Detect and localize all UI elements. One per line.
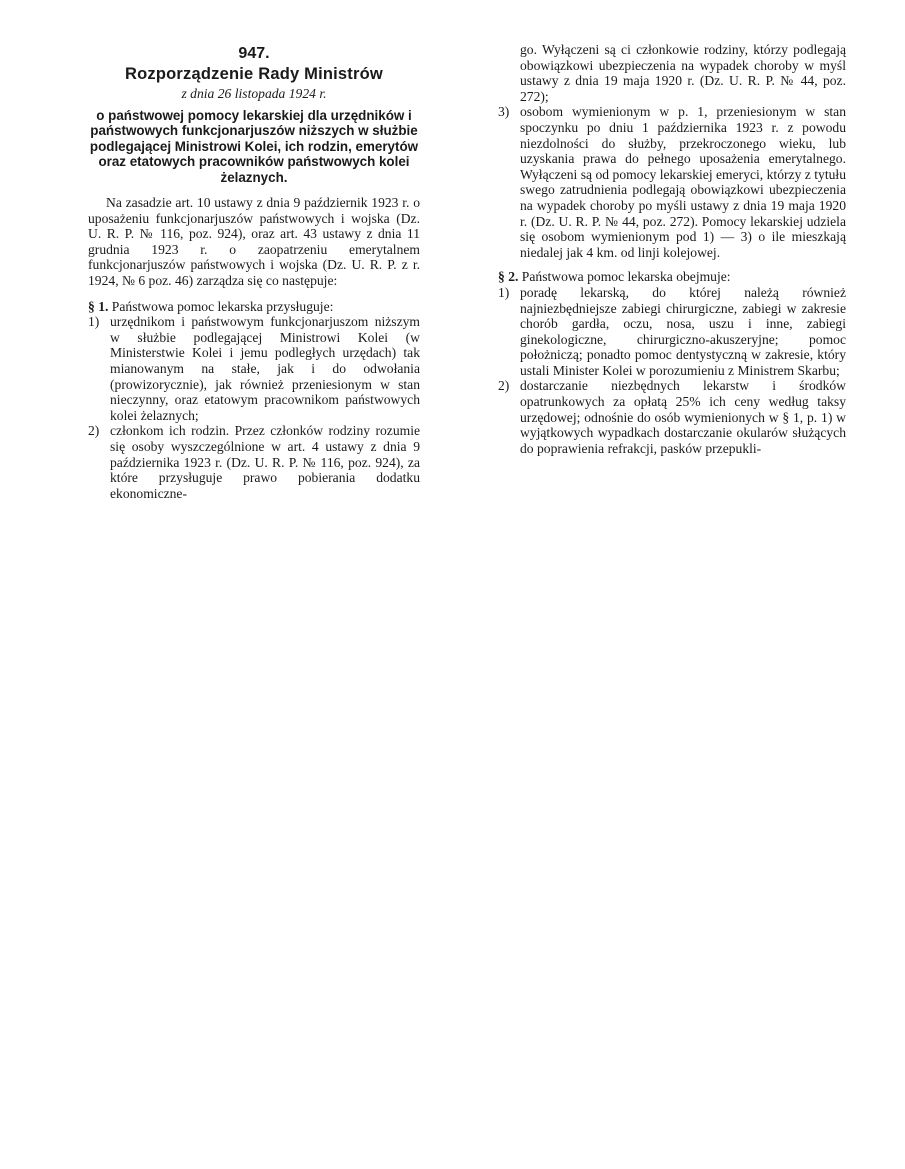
item-number: 2) — [88, 423, 100, 439]
list-item — [88, 423, 420, 501]
item-number: 3) — [498, 104, 510, 120]
item-number: 1) — [88, 314, 100, 330]
ordinance-subject: o państwowej pomocy lekarskiej dla urzędników i państwowych funkcjonarjuszów niższych w służbie podlegającej Ministrowi Kolei, ich rodzin, emerytów oraz etatowych pracowników państwowych kolei żelaznych. — [89, 108, 419, 185]
continuation-text: go. Wyłączeni są ci członkowie rodziny, którzy podlegają obowiązkowi ubezpieczenia na wypadek choroby w myśl ustawy z dnia 19 maja 1920 r. (Dz. U. R. P. № 44, poz. 272); — [520, 42, 846, 104]
right-column — [498, 0, 846, 456]
item-number: 2) — [498, 378, 510, 394]
list-item — [498, 285, 846, 379]
section-1-text: Państwowa pomoc lekarska przysługuje: — [111, 298, 334, 314]
section-1-mark: § 1. — [88, 298, 109, 314]
ordinance-date: z dnia 26 listopada 1924 r. — [181, 86, 327, 101]
item-text: urzędnikom i państwowym funkcjonarjuszom niższym w służbie podlegającej Ministrowi Kolei (w Ministerstwie Kolei i jemu podległych urzędach) tak mianowanym na stałe, jak i do odwołania (prowizorycznie), jak również przeniesionym w stan nieczynny, oraz etatowym pracownikom państwowych kolei żelaznych; — [110, 314, 420, 423]
ordinance-number: 947. — [238, 45, 270, 62]
section-2-mark: § 2. — [498, 269, 519, 285]
intro-paragraph: Na zasadzie art. 10 ustawy z dnia 9 październik 1923 r. o uposażeniu funkcjonarjuszów państwowych i wojska (Dz. U. R. P. № 116, poz. 924), oraz art. 43 ustawy z dnia 11 grudnia 1923 r. o zaopatrzeniu emerytalnem funkcjonarjuszów państwowych i wojska (Dz. U. R. P. z r. 1924, № 6 poz. 46) zarządza się co następuje: — [88, 195, 420, 288]
section-1 — [88, 299, 420, 502]
ordinance-title: Rozporządzenie Rady Ministrów — [125, 65, 383, 83]
list-item — [498, 104, 846, 260]
section-2-text: Państwowa pomoc lekarska obejmuje: — [521, 269, 731, 285]
item-text: osobom wymienionym w p. 1, przeniesionym w stan spoczynku po dniu 1 października 1923 r. z powodu niezdolności do służby, przekroczonego wieku, lub uzyskania prawa do pełnego uposażenia emerytalnego. Wyłączeni są od pomocy lekarskiej emeryci, którzy z tytułu swego zatrudnienia podlegają obowiązkowi ubezpieczenia na wypadek choroby po myśli ustawy z dnia 19 maja 1920 r. (Dz. U. R. P. № 44, poz. 272). Pomocy lekarskiej udziela się osobom wymienionym pod 1) — 3) o ile mieszkają niedalej jak 4 km. od linji kolejowej. — [520, 104, 846, 260]
item-text: dostarczanie niezbędnych lekarstw i środków opatrunkowych za opłatą 25% ich ceny według taksy urzędowej; odnośnie do osób wymienionych w § 1, p. 1) w wyjątkowych wypadkach dostarczanie okularów służących do poprawienia refrakcji, pasków przepukli- — [520, 378, 846, 456]
list-item — [498, 378, 846, 456]
item-text: członkom ich rodzin. Przez członków rodziny rozumie się osoby wyszczególnione w art. 4 ustawy z dnia 9 października 1923 r. (Dz. U. R. P. № 116, poz. 924), za które przysługuje prawo pobierania dodatku ekonomiczne- — [110, 423, 420, 501]
section-2-heading — [498, 269, 846, 285]
left-column — [88, 0, 420, 501]
item-number: 1) — [498, 284, 510, 300]
list-item — [88, 314, 420, 423]
item-text: poradę lekarską, do której należą również najniezbędniejsze zabiegi chirurgiczne, zabiegi w zakresie chorób gardła, oczu, nosa, uszu i inne, zabiegi ginekologiczne, chirurgiczno-akuszeryjne; pomoc położniczą; ponadto pomoc dentystyczną w zakresie, który ustali Minister Kolei w porozumieniu z Ministrem Skarbu; — [520, 284, 846, 378]
section-1-heading — [88, 299, 420, 315]
list-item-continuation — [498, 42, 846, 104]
